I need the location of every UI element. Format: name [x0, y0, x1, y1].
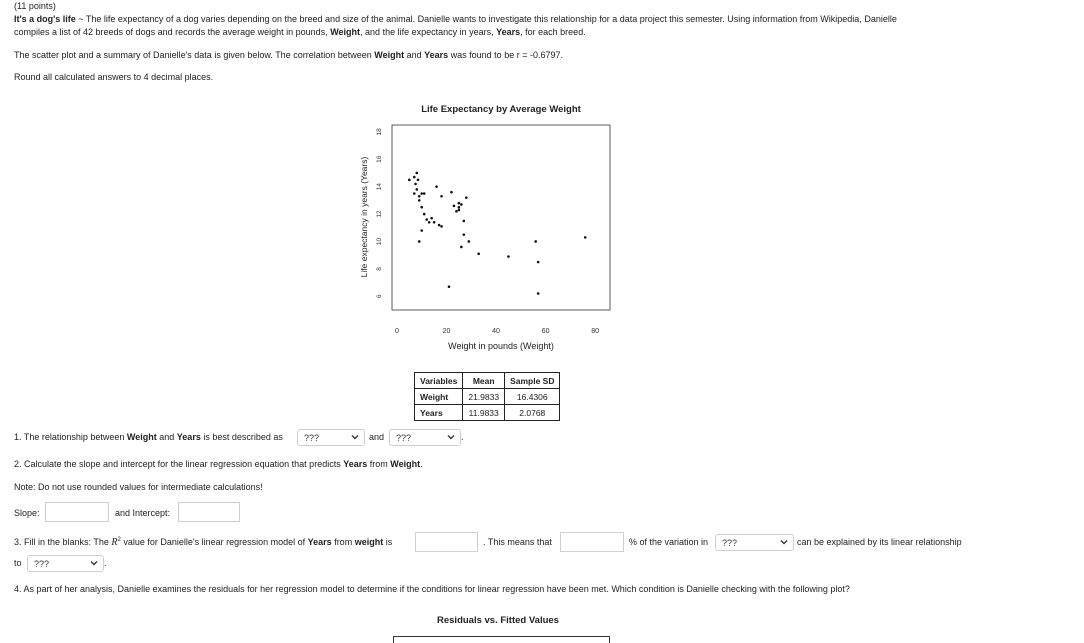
scatter-point [413, 192, 416, 195]
scatter-point [455, 210, 458, 213]
intro-text-2a: compiles a list of 42 breeds of dogs and records the average weight in pounds, [14, 27, 331, 37]
q3-text-b: value for Danielle's linear regression model of [120, 537, 308, 547]
q1-select-1-value: ??? [304, 433, 320, 443]
scatter-point [460, 203, 463, 206]
summary-cell-var: Weight [415, 389, 463, 405]
scatter-point [458, 206, 461, 209]
q3-end: . [104, 558, 107, 568]
scatter-plot [350, 100, 630, 356]
q3-explained: can be explained by its linear relationship [797, 537, 962, 547]
slope-label: Slope: [14, 508, 40, 518]
scatter-point [417, 179, 420, 182]
q3-variable-select-2[interactable] [27, 555, 104, 572]
scatter-point [534, 240, 537, 243]
summary-header-sd: Sample SD [505, 373, 560, 389]
corr-weight: Weight [374, 50, 405, 60]
q1-weight: Weight [126, 432, 157, 442]
chart-title: Life Expectancy by Average Weight [421, 104, 581, 115]
intro-title: It's a dog's life [14, 14, 76, 24]
corr-text-b: was found to be r = -0.6797. [448, 50, 563, 60]
q1-relationship-select-2[interactable] [389, 429, 461, 446]
plot-frame [392, 125, 610, 310]
q3-means-that: . This means that [483, 537, 552, 547]
scatter-point [420, 229, 423, 232]
q1-and: and [369, 432, 385, 442]
intro-line-1 [14, 14, 897, 24]
summary-cell-mean: 21.9833 [463, 389, 505, 405]
round-note: Round all calculated answers to 4 decimal places. [14, 72, 214, 82]
x-tick-label: 20 [442, 328, 451, 335]
scatter-point [458, 209, 461, 212]
chevron-down-icon [350, 432, 360, 442]
scatter-point [415, 188, 418, 191]
scatter-point [460, 246, 463, 249]
q2-weight: Weight [390, 459, 421, 469]
scatter-point [433, 221, 436, 224]
q2-years: Years [343, 459, 368, 469]
q3-select-1-value: ??? [722, 538, 738, 548]
scatter-point [435, 185, 438, 188]
q2-text [14, 459, 423, 469]
scatter-point [415, 172, 418, 175]
q1-text-b: is best described as [200, 432, 283, 442]
corr-and: and [404, 50, 425, 60]
y-tick-label: 6 [376, 294, 383, 299]
scatter-point [420, 192, 423, 195]
summary-header-row [415, 373, 560, 389]
scatter-point [418, 199, 421, 202]
q1-text-a: 1. The relationship between [14, 432, 127, 442]
q3-years: Years [307, 537, 332, 547]
chevron-down-icon [779, 537, 789, 547]
table-row [415, 405, 560, 421]
scatter-point [440, 225, 443, 228]
summary-cell-var: Years [415, 405, 463, 421]
intercept-input[interactable] [178, 502, 240, 522]
corr-years: Years [424, 50, 449, 60]
table-row [415, 389, 560, 405]
scatter-point [453, 205, 456, 208]
q2-text-c: . [420, 459, 423, 469]
intro-text-2b: , and the life expectancy in years, [360, 27, 497, 37]
scatter-point [450, 191, 453, 194]
scatter-point [418, 195, 421, 198]
percent-input[interactable] [560, 532, 624, 552]
q1-years: Years [176, 432, 201, 442]
q3-select-2-value: ??? [34, 559, 50, 569]
q3-text [14, 537, 392, 548]
q1-select-2-value: ??? [396, 433, 412, 443]
scatter-point [418, 240, 421, 243]
intro-line-2 [14, 27, 586, 37]
scatter-point [463, 233, 466, 236]
summary-cell-mean: 11.9833 [463, 405, 505, 421]
q3-pct-text: % of the variation in [629, 537, 709, 547]
scatter-point [440, 195, 443, 198]
q1-text [14, 432, 283, 442]
y-tick-label: 14 [376, 183, 383, 191]
q3-variable-select-1[interactable] [715, 534, 794, 551]
x-tick-label: 80 [591, 328, 600, 335]
scatter-point [465, 196, 468, 199]
summary-table [414, 372, 560, 421]
residuals-plot-frame [393, 636, 610, 643]
summary-header-mean: Mean [463, 373, 505, 389]
x-axis-label: Weight in pounds (Weight) [448, 341, 554, 351]
q2-text-b: from [367, 459, 391, 469]
y-tick-label: 12 [376, 210, 383, 218]
x-tick-label: 0 [395, 328, 399, 335]
summary-cell-sd: 2.0768 [505, 405, 560, 421]
scatter-point [537, 292, 540, 295]
chevron-down-icon [446, 432, 456, 442]
scatter-point [438, 224, 441, 227]
scatter-point [584, 236, 587, 239]
q3-weight: weight [354, 537, 384, 547]
scatter-point [537, 261, 540, 264]
intro-years: Years [496, 27, 521, 37]
scatter-point [458, 202, 461, 205]
q4-text: 4. As part of her analysis, Danielle examines the residuals for her regression model to determine if the conditions for linear regression have been met. Which condition is Danielle checking with the following plot? [14, 584, 850, 594]
chevron-down-icon [89, 558, 99, 568]
scatter-point [463, 220, 466, 223]
x-tick-label: 60 [541, 328, 550, 335]
intro-text-2c: , for each breed. [520, 27, 586, 37]
intro-text-1: ~ The life expectancy of a dog varies depending on the breed and size of the animal. Danielle wants to investigate this relationship for a data project this semester. Using information from Wikipedia, Danielle [75, 14, 897, 24]
scatter-point [423, 192, 426, 195]
y-tick-label: 10 [376, 237, 383, 246]
summary-cell-sd: 16.4306 [505, 389, 560, 405]
q2-note: Note: Do not use rounded values for intermediate calculations! [14, 482, 263, 492]
scatter-point [477, 253, 480, 256]
y-tick-label: 18 [376, 128, 383, 136]
points-label: (11 points) [14, 1, 56, 11]
scatter-point [428, 221, 431, 224]
q3-text-c: from [331, 537, 355, 547]
x-tick-label: 40 [492, 328, 500, 335]
r-squared-input[interactable] [415, 532, 478, 552]
q3-r2-sup: 2 [117, 537, 121, 543]
scatter-point [423, 213, 426, 216]
q3-text-a: 3. Fill in the blanks: The [14, 537, 112, 547]
scatter-point [413, 176, 416, 179]
q3-to: to [14, 558, 22, 568]
corr-text-a: The scatter plot and a summary of Danielle's data is given below. The correlation between [14, 50, 375, 60]
scatter-point [507, 255, 510, 258]
q1-end: . [461, 432, 464, 442]
scatter-point [467, 240, 470, 243]
y-axis-label: Life expectancy in years (Years) [359, 156, 369, 278]
scatter-point [414, 183, 417, 186]
y-tick-label: 16 [376, 155, 383, 163]
scatter-point [425, 218, 428, 221]
q1-relationship-select-1[interactable] [297, 429, 365, 446]
scatter-point [408, 179, 411, 182]
correlation-line [14, 50, 563, 60]
slope-input[interactable] [45, 502, 109, 522]
scatter-point [420, 206, 423, 209]
intercept-label: and Intercept: [115, 508, 171, 518]
q2-text-a: 2. Calculate the slope and intercept for the linear regression equation that predicts [14, 459, 344, 469]
intro-weight: Weight [330, 27, 361, 37]
summary-header-variables: Variables [415, 373, 463, 389]
q3-text-d: is [383, 537, 393, 547]
scatter-point [430, 217, 433, 220]
q1-mid: and [156, 432, 177, 442]
scatter-point [448, 285, 451, 288]
q3-r2: R [111, 537, 118, 548]
y-tick-label: 8 [376, 267, 383, 271]
residuals-plot-title: Residuals vs. Fitted Values [437, 615, 559, 626]
